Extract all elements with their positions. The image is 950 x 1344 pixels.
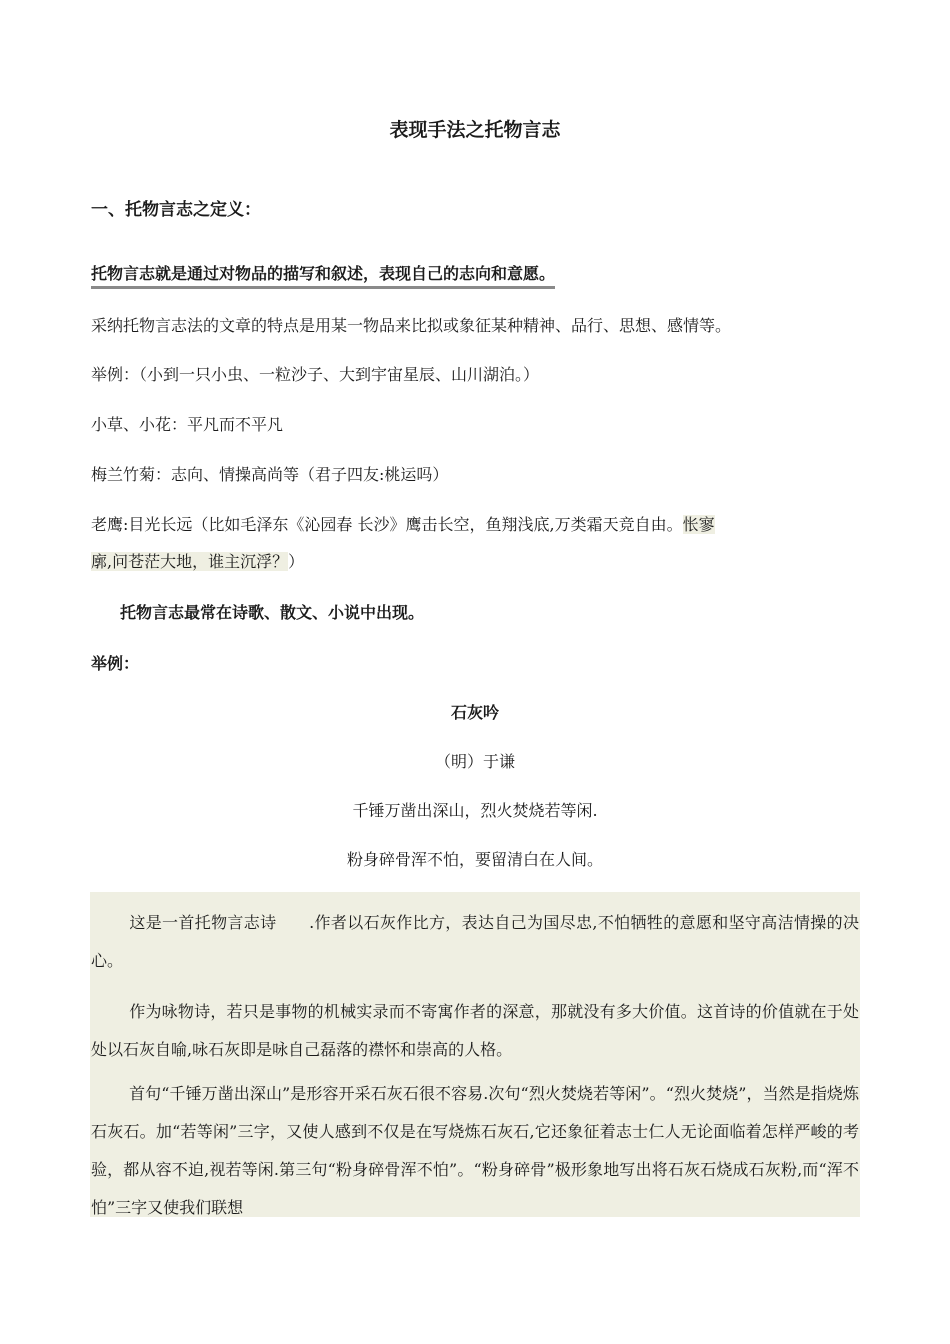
analysis-text-2: 作为咏物诗，若只是事物的机械实录而不寄寓作者的深意，那就没有多大价值。这首诗的价值就在于处处以石灰自喻,咏石灰即是咏自己磊落的襟怀和崇高的人格。	[91, 1002, 859, 1059]
example-eagle-line1	[91, 512, 715, 535]
eagle-highlight-2: 廓,问苍茫大地，谁主沉浮？	[91, 552, 289, 571]
page-title: 表现手法之托物言志	[389, 119, 561, 141]
eagle-end: ）	[288, 552, 305, 571]
analysis-paragraph-1	[91, 904, 859, 980]
poem-line-1: 千锤万凿出深山，烈火焚烧若等闲.	[352, 801, 598, 820]
paragraph-features: 采纳托物言志法的文章的特点是用某一物品来比拟或象征某种精神、品行、思想、感情等。	[91, 316, 732, 335]
eagle-text: 老鹰:目光长远（比如毛泽东《沁园春 长沙》鹰击长空，鱼翔浅底,万类霜天竞自由。	[91, 515, 683, 534]
eagle-highlight-1: 怅寥	[682, 515, 715, 534]
analysis-text-3: 首句“千锤万凿出深山”是形容开采石灰石很不容易.次句“烈火焚烧若等闲”。“烈火焚烧”，当然是指烧炼石灰石。加“若等闲”三字，又使人感到不仅是在写烧炼石灰石,它还象征着志士仁人无论面临着怎样严峻的考验，都从容不迫,视若等闲.第三句“粉身碎骨浑不怕”。“粉身碎骨”极形象地写出将石灰石烧成石灰粉,而“浑不怕”三字又使我们联想	[91, 1084, 859, 1217]
analysis-paragraph-2	[91, 993, 859, 1069]
example-intro: 举例：（小到一只小虫、一粒沙子、大到宇宙星辰、山川湖泊。）	[91, 365, 540, 384]
example-eagle-line2	[91, 549, 304, 572]
common-use-text: 托物言志最常在诗歌、散文、小说中出现。	[120, 603, 425, 622]
poem-author: （明）于谦	[434, 752, 515, 771]
example-label: 举例：	[91, 654, 140, 673]
section-heading: 一、托物言志之定义：	[91, 200, 261, 220]
analysis-text-1: 这是一首托物言志诗 .作者以石灰作比方，表达自己为国尽忠,不怕牺牲的意愿和坚守高洁情操的决心。	[91, 913, 859, 970]
poem-line-2: 粉身碎骨浑不怕，要留清白在人间。	[346, 850, 603, 869]
example-grass: 小草、小花：平凡而不平凡	[91, 415, 284, 434]
definition-text: 托物言志就是通过对物品的描写和叙述，表现自己的志向和意愿。	[91, 261, 555, 289]
example-plum: 梅兰竹菊：志向、情操高尚等（君子四友:桃运吗）	[91, 465, 449, 484]
poem-title: 石灰吟	[450, 703, 499, 722]
analysis-paragraph-3	[91, 1075, 859, 1227]
